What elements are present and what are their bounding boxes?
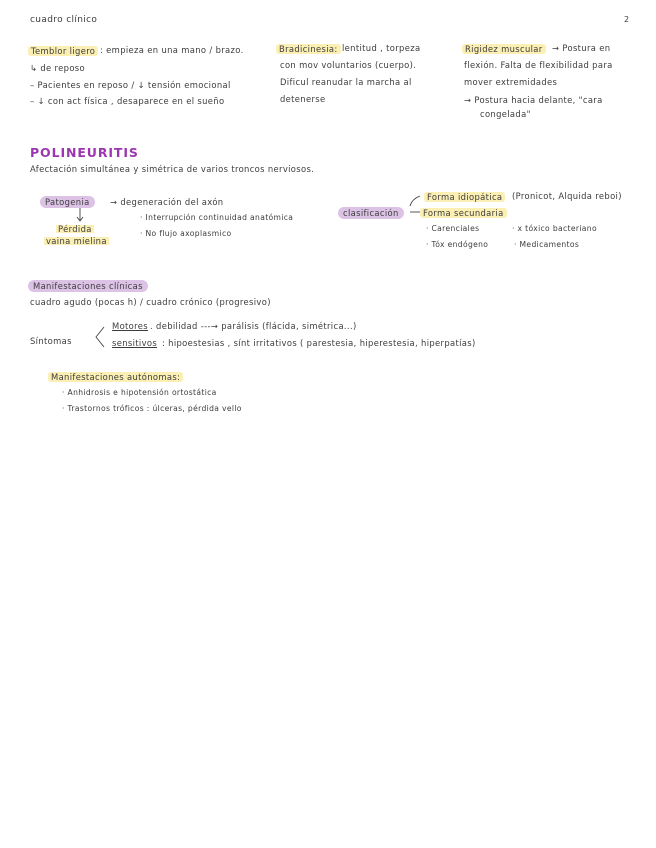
perdida-line1: Pérdida: [58, 224, 92, 234]
cuadro-line: cuadro agudo (pocas h) / cuadro crónico (progresivo): [30, 297, 271, 307]
patogenia-down-arrow: [77, 208, 83, 221]
motores-label: Motores: [112, 321, 148, 331]
clasificacion-item4: · Medicamentos: [514, 240, 580, 249]
bradicinesia-line4: detenerse: [280, 94, 326, 104]
forma-idiopatica-detail: (Pronicot, Alquida reboi): [512, 191, 622, 201]
clasificacion-item3: · Tóx endógeno: [426, 240, 489, 249]
motores-text: . debilidad ---→ parálisis (flácida, simétrica...): [150, 321, 357, 331]
rigidez-line5: congelada": [480, 109, 531, 119]
forma-secundaria-label: Forma secundaria: [420, 208, 507, 218]
rigidez-line4: → Postura hacia delante, "cara: [464, 95, 603, 105]
sensitivos-text: : hipoestesias , sínt irritativos ( parestesia, hiperestesia, hiperpatías): [162, 338, 476, 348]
clasificacion-item1: · Carenciales: [426, 224, 480, 233]
forma-idiopatica-label: Forma idiopática: [424, 192, 505, 202]
rigidez-term: Rigidez muscular: [462, 44, 546, 54]
autonomas-title: Manifestaciones autónomas:: [48, 372, 183, 382]
temblor-line1: : empieza en una mano / brazo.: [100, 45, 244, 55]
patogenia-sub2: · No flujo axoplasmico: [140, 229, 232, 238]
polineuritis-definition: Afectación simultánea y simétrica de varios troncos nerviosos.: [30, 164, 315, 174]
rigidez-line2: flexión. Falta de flexibilidad para: [464, 60, 613, 70]
section-title-polineuritis: POLINEURITIS: [30, 145, 139, 160]
rigidez-line1: → Postura en: [552, 43, 611, 53]
bradicinesia-term: Bradicinesia:: [276, 44, 341, 54]
rigidez-line3: mover extremidades: [464, 77, 558, 87]
bradicinesia-line2: con mov voluntarios (cuerpo).: [280, 60, 417, 70]
temblor-term: Temblor ligero: [28, 46, 98, 56]
sintomas-bracket: [96, 327, 104, 347]
bradicinesia-line3: Dificul reanudar la marcha al: [280, 77, 412, 87]
patogenia-arrow-text: → degeneración del axón: [110, 197, 224, 207]
clasificacion-label: clasificación: [338, 207, 404, 219]
temblor-line2: ↳ de reposo: [30, 63, 85, 73]
patogenia-label: Patogenia: [40, 196, 95, 208]
temblor-line3: – Pacientes en reposo / ↓ tensión emocional: [30, 80, 231, 90]
sintomas-label: Síntomas: [30, 336, 72, 346]
manifestaciones-title: Manifestaciones clínicas: [28, 280, 148, 292]
patogenia-sub1: · Interrupción continuidad anatómica: [140, 213, 294, 222]
bradicinesia-line1: lentitud , torpeza: [342, 43, 421, 53]
autonomas-item2: · Trastornos tróficos : úlceras, pérdida vello: [62, 404, 242, 413]
clasificacion-branch-upper: [410, 196, 420, 206]
perdida-line2: vaina mielina: [46, 236, 107, 246]
autonomas-item1: · Anhidrosis e hipotensión ortostática: [62, 388, 217, 397]
clasificacion-item2: · x tóxico bacteriano: [512, 224, 597, 233]
sensitivos-label: sensitivos: [112, 338, 158, 348]
page-number: 2: [624, 15, 630, 24]
temblor-line4: – ↓ con act física , desaparece en el sueño: [30, 96, 225, 106]
page-title: cuadro clínico: [30, 15, 98, 25]
